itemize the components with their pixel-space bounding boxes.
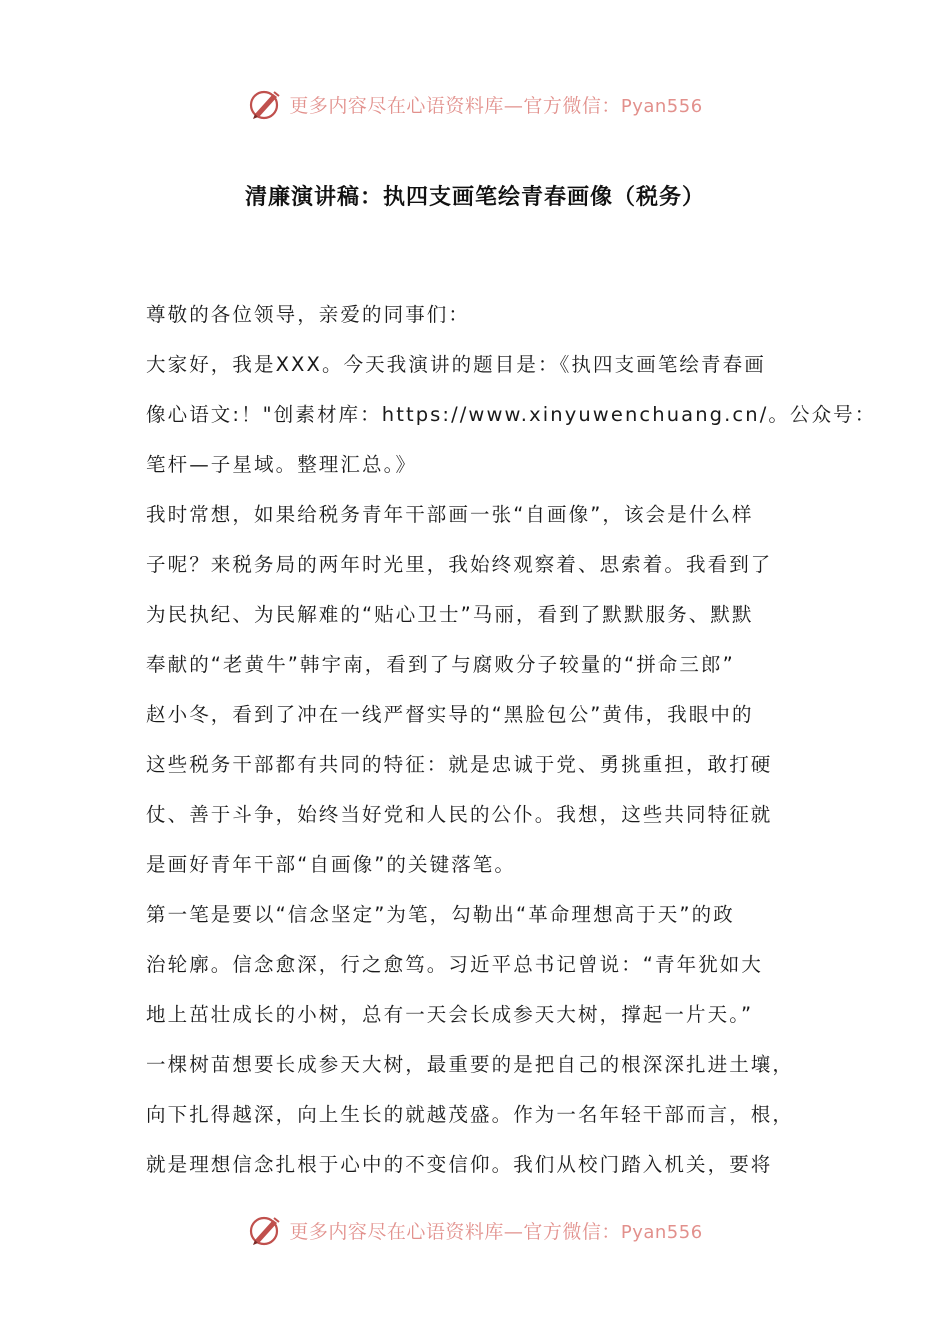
- body-line: 大家好，我是XXX。今天我演讲的题目是：《执四支画笔绘青春画: [146, 353, 766, 376]
- body-line: 向下扎得越深，向上生长的就越茂盛。作为一名年轻干部而言，根，: [146, 1103, 795, 1126]
- body-line: 仗、善于斗争，始终当好党和人民的公仆。我想，这些共同特征就: [146, 803, 773, 826]
- body-line: 是画好青年干部“自画像”的关键落笔。: [146, 853, 517, 876]
- body-line: 就是理想信念扎根于心中的不变信仰。我们从校门踏入机关，要将: [146, 1153, 773, 1176]
- body-line: 笔杆—子星域。整理汇总。》: [146, 453, 418, 476]
- body-line: 奉献的“老黄牛”韩宇南，看到了与腐败分子较量的“拼命三郎”: [146, 653, 735, 676]
- body-line: 这些税务干部都有共同的特征：就是忠诚于党、勇挑重担，敢打硬: [146, 753, 773, 776]
- body-line: 赵小冬，看到了冲在一线严督实导的“黑脸包公”黄伟，我眼中的: [146, 703, 754, 726]
- body-line: 第一笔是要以“信念坚定”为笔，勾勒出“革命理想高于天”的政: [146, 903, 735, 926]
- watermark-text: 更多内容尽在心语资料库—官方微信：: [289, 94, 621, 117]
- footer-watermark: [0, 1208, 950, 1252]
- header-watermark: [0, 82, 950, 126]
- body-line: 治轮廓。信念愈深，行之愈笃。习近平总书记曾说：“青年犹如大: [146, 953, 764, 976]
- body-line: 尊敬的各位领导，亲爱的同事们：: [146, 303, 471, 326]
- watermark-id: Pyan556: [620, 1221, 703, 1243]
- body-line: 一棵树苗想要长成参天大树，最重要的是把自己的根深深扎进土壤，: [146, 1053, 795, 1076]
- document-title: 清廉演讲稿：执四支画笔绘青春画像（税务）: [244, 185, 705, 210]
- body-line: 为民执纪、为民解难的“贴心卫士”马丽，看到了默默服务、默默: [146, 603, 754, 626]
- body-line: 我时常想，如果给税务青年干部画一张“自画像”，该会是什么样: [146, 503, 754, 526]
- body-line: 子呢？来税务局的两年时光里，我始终观察着、思索着。我看到了: [146, 553, 773, 576]
- body-line: 像心语文:！"创素材库：https://www.xinyuwenchuang.cn/。公众号：: [146, 403, 877, 426]
- body-line: 地上茁壮成长的小树，总有一天会长成参天大树，撑起一片天。”: [146, 1003, 754, 1026]
- document-body: [146, 290, 877, 1190]
- pen-logo-icon: [247, 1212, 283, 1248]
- watermark-text: 更多内容尽在心语资料库—官方微信：: [289, 1220, 621, 1243]
- pen-logo-icon: [247, 86, 283, 122]
- watermark-id: Pyan556: [620, 95, 703, 117]
